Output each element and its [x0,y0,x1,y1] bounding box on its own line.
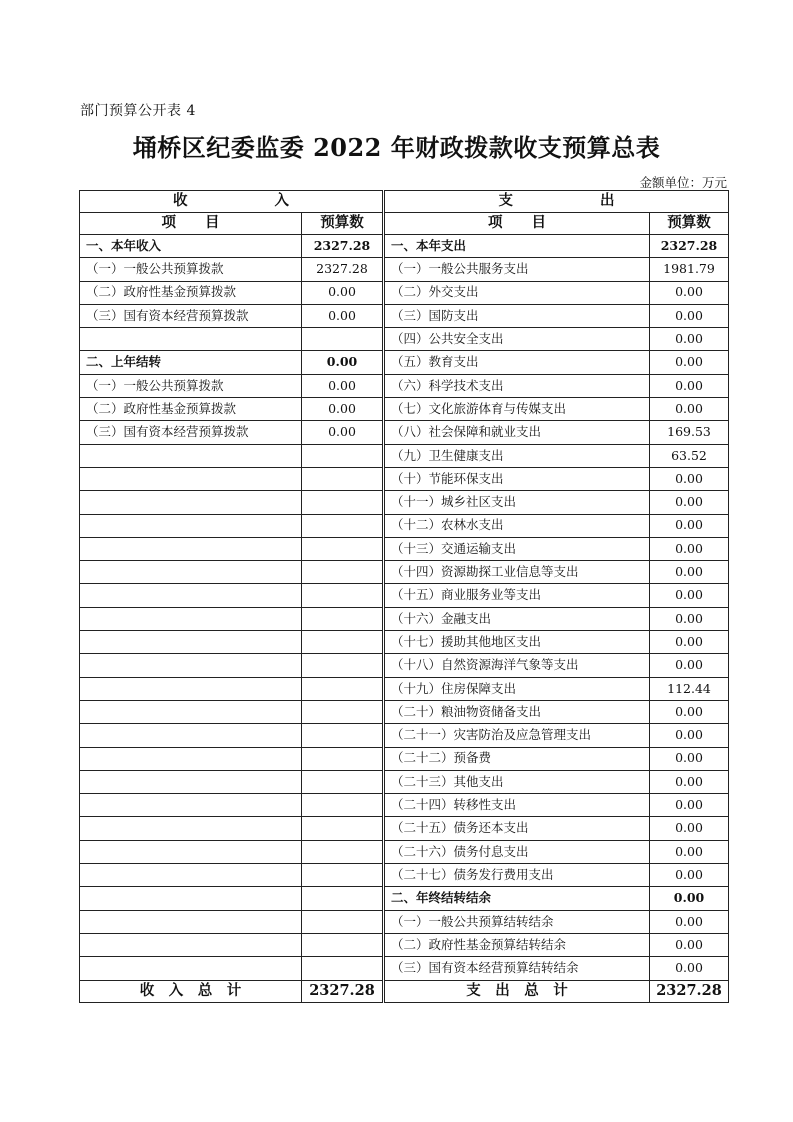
income-item [80,817,302,840]
income-value [302,724,384,747]
expense-item: （三）国防支出 [384,304,650,327]
expense-value: 0.00 [650,817,729,840]
table-row [80,537,729,560]
expense-item: （十四）资源勘探工业信息等支出 [384,561,650,584]
expense-value: 1981.79 [650,258,729,281]
expense-item: （二十四）转移性支出 [384,794,650,817]
table-row [80,747,729,770]
income-item [80,933,302,956]
income-item [80,491,302,514]
expense-item: （二十二）预备费 [384,747,650,770]
income-item [80,957,302,980]
income-value [302,491,384,514]
expense-item: （二十五）债务还本支出 [384,817,650,840]
income-value [302,444,384,467]
expense-item: （十七）援助其他地区支出 [384,631,650,654]
table-row [80,864,729,887]
expense-item: （一）一般公共预算结转结余 [384,910,650,933]
expense-value: 0.00 [650,933,729,956]
table-row [80,351,729,374]
income-item [80,770,302,793]
income-value [302,794,384,817]
income-value [302,654,384,677]
expense-item: （六）科学技术支出 [384,374,650,397]
expense-value: 0.00 [650,584,729,607]
expense-value: 0.00 [650,631,729,654]
expense-value: 0.00 [650,747,729,770]
table-row [80,491,729,514]
income-item [80,864,302,887]
table-row [80,258,729,281]
doc-label: 部门预算公开表 4 [80,103,196,119]
table-row [80,584,729,607]
expense-item: （三）国有资本经营预算结转结余 [384,957,650,980]
expense-value: 0.00 [650,374,729,397]
income-item: （二）政府性基金预算拨款 [80,398,302,421]
expense-value: 0.00 [650,514,729,537]
income-item [80,724,302,747]
table-row [80,374,729,397]
expense-value: 0.00 [650,491,729,514]
income-item: （三）国有资本经营预算拨款 [80,304,302,327]
income-item [80,677,302,700]
expense-item: （二十六）债务付息支出 [384,840,650,863]
income-item: 一、本年收入 [80,235,302,258]
income-value: 0.00 [302,304,384,327]
income-item [80,467,302,490]
expense-value: 0.00 [650,840,729,863]
income-item [80,537,302,560]
expense-budget-header: 预算数 [650,213,729,235]
table-row [80,840,729,863]
income-total-value: 2327.28 [302,980,384,1002]
income-value: 0.00 [302,421,384,444]
expense-value: 0.00 [650,794,729,817]
income-item [80,514,302,537]
income-item [80,607,302,630]
income-value [302,631,384,654]
table-row [80,328,729,351]
expense-value: 0.00 [650,910,729,933]
income-item [80,747,302,770]
expense-value: 0.00 [650,770,729,793]
income-value: 0.00 [302,351,384,374]
table-row [80,607,729,630]
expense-value: 0.00 [650,304,729,327]
income-value [302,467,384,490]
total-row [80,980,729,1002]
expense-total-label: 支 出 总 计 [384,980,650,1002]
income-item [80,561,302,584]
income-value [302,700,384,723]
table-row [80,304,729,327]
expense-item: （五）教育支出 [384,351,650,374]
income-value [302,607,384,630]
table-row [80,467,729,490]
expense-item: （十三）交通运输支出 [384,537,650,560]
income-value [302,747,384,770]
expense-value: 0.00 [650,887,729,910]
expense-item: （七）文化旅游体育与传媒支出 [384,398,650,421]
expense-value: 0.00 [650,537,729,560]
table-row [80,281,729,304]
expense-value: 0.00 [650,467,729,490]
expense-item: （十六）金融支出 [384,607,650,630]
income-item [80,631,302,654]
table-row [80,817,729,840]
expense-value: 0.00 [650,724,729,747]
income-value [302,514,384,537]
income-item: （三）国有资本经营预算拨款 [80,421,302,444]
expense-item: （八）社会保障和就业支出 [384,421,650,444]
income-item [80,910,302,933]
expense-value: 0.00 [650,700,729,723]
table-row [80,235,729,258]
expense-value: 0.00 [650,607,729,630]
income-item-header: 项 目 [80,213,302,235]
income-value [302,864,384,887]
income-item [80,444,302,467]
header-row-2 [80,213,729,235]
expense-value: 63.52 [650,444,729,467]
income-value: 2327.28 [302,235,384,258]
income-value [302,817,384,840]
income-item [80,887,302,910]
expense-item: （二十三）其他支出 [384,770,650,793]
income-value [302,910,384,933]
income-item: （一）一般公共预算拨款 [80,374,302,397]
expense-item: （十）节能环保支出 [384,467,650,490]
expense-header: 支 出 [384,191,729,213]
table-row [80,654,729,677]
expense-item: （二十七）债务发行费用支出 [384,864,650,887]
table-row [80,724,729,747]
table-row [80,794,729,817]
expense-total-value: 2327.28 [650,980,729,1002]
income-value [302,957,384,980]
budget-table [79,190,729,1003]
expense-item: （一）一般公共服务支出 [384,258,650,281]
income-item [80,328,302,351]
income-item: 二、上年结转 [80,351,302,374]
income-value [302,561,384,584]
expense-value: 0.00 [650,281,729,304]
table-row [80,770,729,793]
expense-item: （二十）粮油物资储备支出 [384,700,650,723]
income-header: 收 入 [80,191,384,213]
expense-value: 112.44 [650,677,729,700]
expense-item: （九）卫生健康支出 [384,444,650,467]
income-value [302,328,384,351]
expense-item: （二）外交支出 [384,281,650,304]
income-value [302,537,384,560]
table-row [80,677,729,700]
expense-value: 2327.28 [650,235,729,258]
income-item [80,794,302,817]
income-budget-header: 预算数 [302,213,384,235]
expense-item: 二、年终结转结余 [384,887,650,910]
expense-value: 169.53 [650,421,729,444]
unit-label: 金额单位：万元 [639,175,727,190]
income-value [302,677,384,700]
table-row [80,700,729,723]
table-row [80,887,729,910]
expense-value: 0.00 [650,328,729,351]
table-row [80,444,729,467]
expense-item: （十八）自然资源海洋气象等支出 [384,654,650,677]
income-item [80,700,302,723]
expense-item: （十五）商业服务业等支出 [384,584,650,607]
table-row [80,514,729,537]
expense-item: （二十一）灾害防治及应急管理支出 [384,724,650,747]
expense-value: 0.00 [650,654,729,677]
income-value: 0.00 [302,398,384,421]
income-value [302,887,384,910]
income-item [80,654,302,677]
income-value: 0.00 [302,374,384,397]
income-value: 2327.28 [302,258,384,281]
income-value: 0.00 [302,281,384,304]
expense-value: 0.00 [650,864,729,887]
page-title: 埇桥区纪委监委 2022 年财政拨款收支预算总表 [132,133,661,162]
income-value [302,584,384,607]
income-item: （一）一般公共预算拨款 [80,258,302,281]
expense-value: 0.00 [650,957,729,980]
income-value [302,770,384,793]
table-row [80,421,729,444]
table-row [80,933,729,956]
income-item: （二）政府性基金预算拨款 [80,281,302,304]
expense-item: （十二）农林水支出 [384,514,650,537]
expense-value: 0.00 [650,351,729,374]
income-item [80,840,302,863]
expense-value: 0.00 [650,398,729,421]
expense-item: （十一）城乡社区支出 [384,491,650,514]
table-row [80,957,729,980]
income-value [302,933,384,956]
expense-item: （十九）住房保障支出 [384,677,650,700]
income-total-label: 收 入 总 计 [80,980,302,1002]
expense-item: （二）政府性基金预算结转结余 [384,933,650,956]
expense-item: （四）公共安全支出 [384,328,650,351]
table-row [80,910,729,933]
expense-item: 一、本年支出 [384,235,650,258]
income-item [80,584,302,607]
expense-value: 0.00 [650,561,729,584]
table-row [80,398,729,421]
table-row [80,631,729,654]
header-row-1 [80,191,729,213]
table-row [80,561,729,584]
income-value [302,840,384,863]
expense-item-header: 项 目 [384,213,650,235]
